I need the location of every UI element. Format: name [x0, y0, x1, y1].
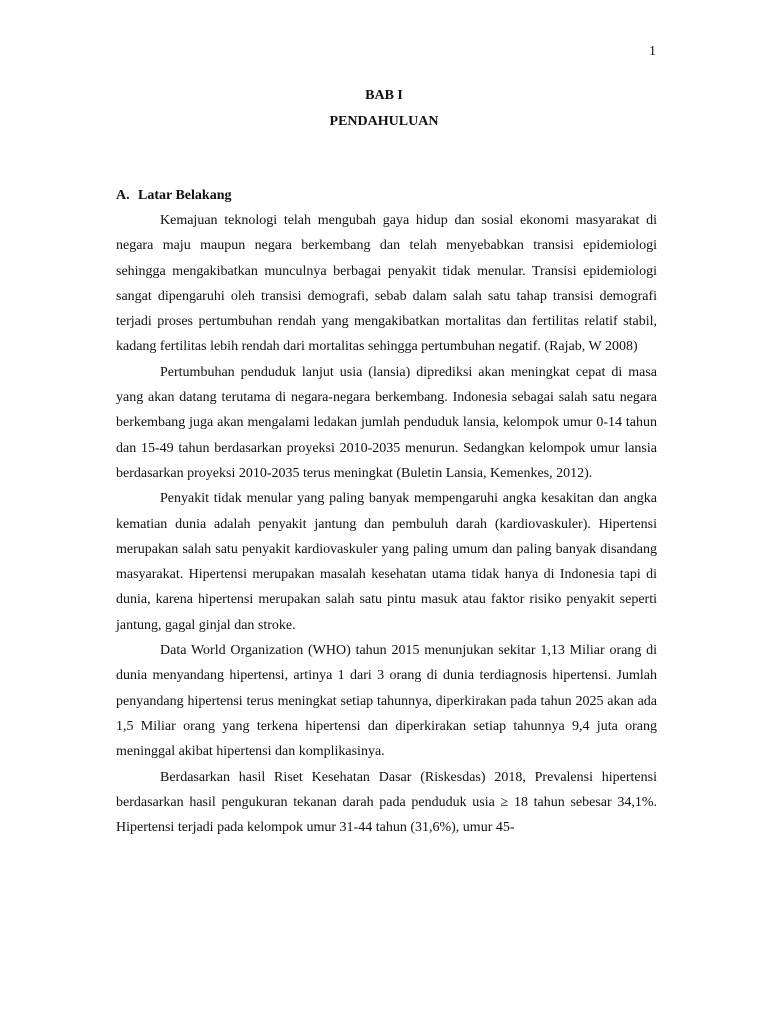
paragraph: Pertumbuhan penduduk lanjut usia (lansia) diprediksi akan meningkat cepat di masa yang akan datang terutama di negara-negara berkembang. Indonesia sebagai salah satu negara berkembang juga akan mengalami ledakan jumlah penduduk lansia, kelompok umur 0-14 tahun dan 15-49 tahun berdasarkan proyeksi 2010-2035 menurun. Sedangkan kelompok umur lansia berdasarkan proyeksi 2010-2035 terus meningkat (Buletin Lansia, Kemenkes, 2012).	[116, 364, 657, 481]
section-title: Latar Belakang	[138, 188, 232, 203]
page-number: 1	[649, 44, 656, 59]
chapter-title: PENDAHULUAN	[329, 114, 439, 129]
paragraph: Kemajuan teknologi telah mengubah gaya hidup dan sosial ekonomi masyarakat di negara maju maupun negara berkembang dan telah menyebabkan transisi epidemiologi sehingga mengakibatkan munculnya berbagai penyakit tidak menular. Transisi epidemiologi sangat dipengaruhi oleh transisi demografi, sebab dalam salah satu tahap transisi demografi terjadi proses pertumbuhan rendah yang mengakibatkan mortalitas dan fertilitas relatif stabil, kadang fertilitas lebih rendah dari mortalitas sehingga pertumbuhan negatif. (Rajab, W 2008)	[116, 213, 657, 355]
paragraph: Penyakit tidak menular yang paling banyak mempengaruhi angka kesakitan dan angka kematian dunia adalah penyakit jantung dan pembuluh darah (kardiovaskuler). Hipertensi merupakan salah satu penyakit kardiovaskuler yang paling umum dan paling banyak disandang masyarakat. Hipertensi merupakan masalah kesehatan utama tidak hanya di Indonesia tapi di dunia, karena hipertensi merupakan salah satu pintu masuk atau faktor risiko penyakit seperti jantung, gagal ginjal dan stroke.	[116, 491, 657, 633]
paragraph: Berdasarkan hasil Riset Kesehatan Dasar (Riskesdas) 2018, Prevalensi hipertensi berdasarkan hasil pengukuran tekanan darah pada penduduk usia ≥ 18 tahun sebesar 34,1%. Hipertensi terjadi pada kelompok umur 31-44 tahun (31,6%), umur 45-	[116, 769, 657, 836]
section-heading	[116, 188, 231, 204]
chapter-label: BAB I	[365, 88, 403, 103]
paragraph: Data World Organization (WHO) tahun 2015 menunjukan sekitar 1,13 Miliar orang di dunia menyandang hipertensi, artinya 1 dari 3 orang di dunia terdiagnosis hipertensi. Jumlah penyandang hipertensi terus meningkat setiap tahunnya, diperkirakan pada tahun 2025 akan ada 1,5 Miliar orang yang terkena hipertensi dan diperkirakan setiap tahunnya 9,4 juta orang meninggal akibat hipertensi dan komplikasinya.	[116, 643, 657, 760]
section-number: A.	[116, 188, 130, 203]
body-text	[116, 208, 657, 840]
